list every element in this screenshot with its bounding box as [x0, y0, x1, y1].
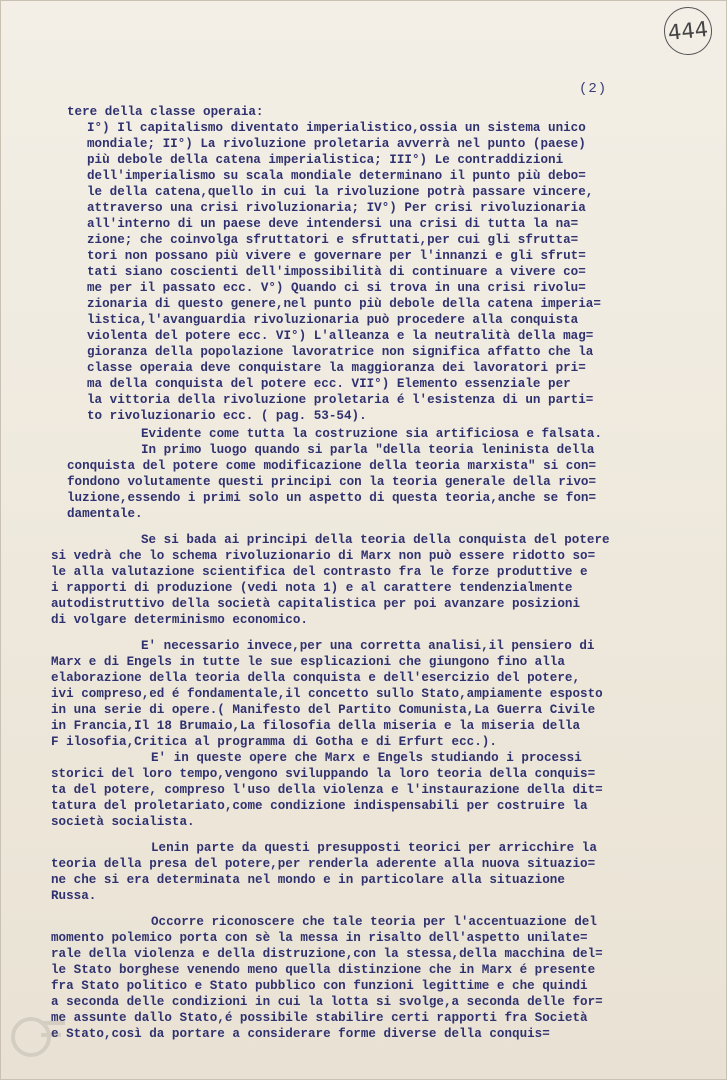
text-line: ta del potere, compreso l'uso della violenza e l'instaurazione della dit= [51, 783, 603, 797]
text-line: In primo luogo quando si parla "della teoria leninista della [141, 443, 595, 457]
text-line: fondono volutamente questi principi con la teoria generale della rivo= [67, 475, 597, 489]
text-line: conquista del potere come modificazione della teoria marxista" si con= [67, 459, 597, 473]
text-line: la vittoria della rivoluzione proletaria é l'esistenza di un parti= [87, 393, 594, 407]
text-line: società socialista. [51, 815, 195, 829]
text-line: ne che si era determinata nel mondo e in particolare alla situazione [51, 873, 565, 887]
text-line: momento polemico porta con sè la messa in risalto dell'aspetto unilate= [51, 931, 588, 945]
text-line: damentale. [67, 507, 143, 521]
text-line: le della catena,quello in cui la rivoluzione potrà passare vincere, [87, 185, 594, 199]
text-line: tere della classe operaia: [67, 105, 264, 119]
text-line: le Stato borghese venendo meno quella distinzione che in Marx é presente [51, 963, 596, 977]
text-line: me per il passato ecc. V°) Quando ci si trova in una crisi rivolu= [87, 281, 586, 295]
text-line: Se si bada ai principi della teoria della conquista del potere [141, 533, 610, 547]
text-line: Evidente come tutta la costruzione sia artificiosa e falsata. [141, 427, 603, 441]
text-line: storici del loro tempo,vengono sviluppando la loro teoria della conquis= [51, 767, 596, 781]
text-line: fra Stato politico e Stato pubblico con funzioni legittime e che quindi [51, 979, 588, 993]
text-line: in Francia,Il 18 Brumaio,La filosofia della miseria e la miseria della [51, 719, 581, 733]
text-line: autodistruttivo della società capitalistica per poi avanzare posizioni [51, 597, 581, 611]
text-line: Lenin parte da questi presupposti teorici per arricchire la [151, 841, 597, 855]
text-line: ivi compreso,ed é fondamentale,il concetto sullo Stato,ampiamente esposto [51, 687, 603, 701]
archive-watermark-logo [9, 1013, 69, 1059]
text-line: E' necessario invece,per una corretta analisi,il pensiero di [141, 639, 595, 653]
text-line: me assunte dallo Stato,é possibile stabilire certi rapporti fra Società [51, 1011, 588, 1025]
text-line: tori non possano più vivere e governare per l'innanzi e gli sfrut= [87, 249, 586, 263]
text-line: più debole della catena imperialistica; III°) Le contraddizioni [87, 153, 564, 167]
text-line: a seconda delle condizioni in cui la lotta si svolge,a seconda delle for= [51, 995, 603, 1009]
text-line: F ilosofia,Critica al programma di Gotha e di Erfurt ecc.). [51, 735, 497, 749]
text-line: le alla valutazione scientifica del contrasto fra le forze produttive e [51, 565, 588, 579]
text-line: zionaria di questo genere,nel punto più debole della catena imperia= [87, 297, 601, 311]
text-line: all'interno di un paese deve intendersi una crisi di tutta la na= [87, 217, 579, 231]
text-line: gioranza della popolazione lavoratrice non significa affatto che la [87, 345, 594, 359]
text-line: Russa. [51, 889, 97, 903]
watermark-logo-icon [9, 1013, 69, 1059]
text-line: listica,l'avanguardia rivoluzionaria può procedere alla conquista [87, 313, 579, 327]
text-line: tati siano coscienti dell'impossibilità di continuare a vivere co= [87, 265, 586, 279]
text-line: si vedrà che lo schema rivoluzionario di Marx non può essere ridotto so= [51, 549, 596, 563]
text-line: luzione,essendo i primi solo un aspetto di questa teoria,anche se fon= [67, 491, 597, 505]
text-line: dell'imperialismo su scala mondiale determinano il punto più debo= [87, 169, 586, 183]
text-line: to rivoluzionario ecc. ( pag. 53-54). [87, 409, 367, 423]
text-line: rale della violenza e della distruzione,con la stessa,della macchina del= [51, 947, 603, 961]
text-line: elaborazione della teoria della conquista e dell'esercizio del potere, [51, 671, 581, 685]
text-line: zione; che coinvolga sfruttatori e sfruttati,per cui gli sfrutta= [87, 233, 579, 247]
archive-page-stamp [662, 5, 715, 58]
text-line: ma della conquista del potere ecc. VII°) Elemento essenziale per [87, 377, 571, 391]
text-line: e Stato,così da portare a considerare forme diverse della conquis= [51, 1027, 550, 1041]
text-line: classe operaia deve conquistare la maggioranza dei lavoratori pri= [87, 361, 586, 375]
text-line: di volgare determinismo economico. [51, 613, 308, 627]
text-line: mondiale; II°) La rivoluzione proletaria avverrà nel punto (paese) [87, 137, 586, 151]
text-line: Occorre riconoscere che tale teoria per l'accentuazione del [151, 915, 597, 929]
text-line: teoria della presa del potere,per renderla aderente alla nuova situazio= [51, 857, 596, 871]
page-number: (2) [579, 81, 608, 97]
text-line: I°) Il capitalismo diventato imperialistico,ossia un sistema unico [87, 121, 586, 135]
text-line: violenta del potere ecc. VI°) L'alleanza e la neutralità della mag= [87, 329, 594, 343]
text-line: attraverso una crisi rivoluzionaria; IV°) Per crisi rivoluzionaria [87, 201, 586, 215]
text-line: tatura del proletariato,come condizione indispensabili per costruire la [51, 799, 588, 813]
text-line: E' in queste opere che Marx e Engels studiando i processi [151, 751, 582, 765]
text-line: Marx e di Engels in tutte le sue esplicazioni che giungono fino alla [51, 655, 565, 669]
stamp-number: 444 [666, 16, 710, 46]
text-line: in una serie di opere.( Manifesto del Partito Comunista,La Guerra Civile [51, 703, 596, 717]
text-line: i rapporti di produzione (vedi nota 1) e al carattere tendenzialmente [51, 581, 573, 595]
